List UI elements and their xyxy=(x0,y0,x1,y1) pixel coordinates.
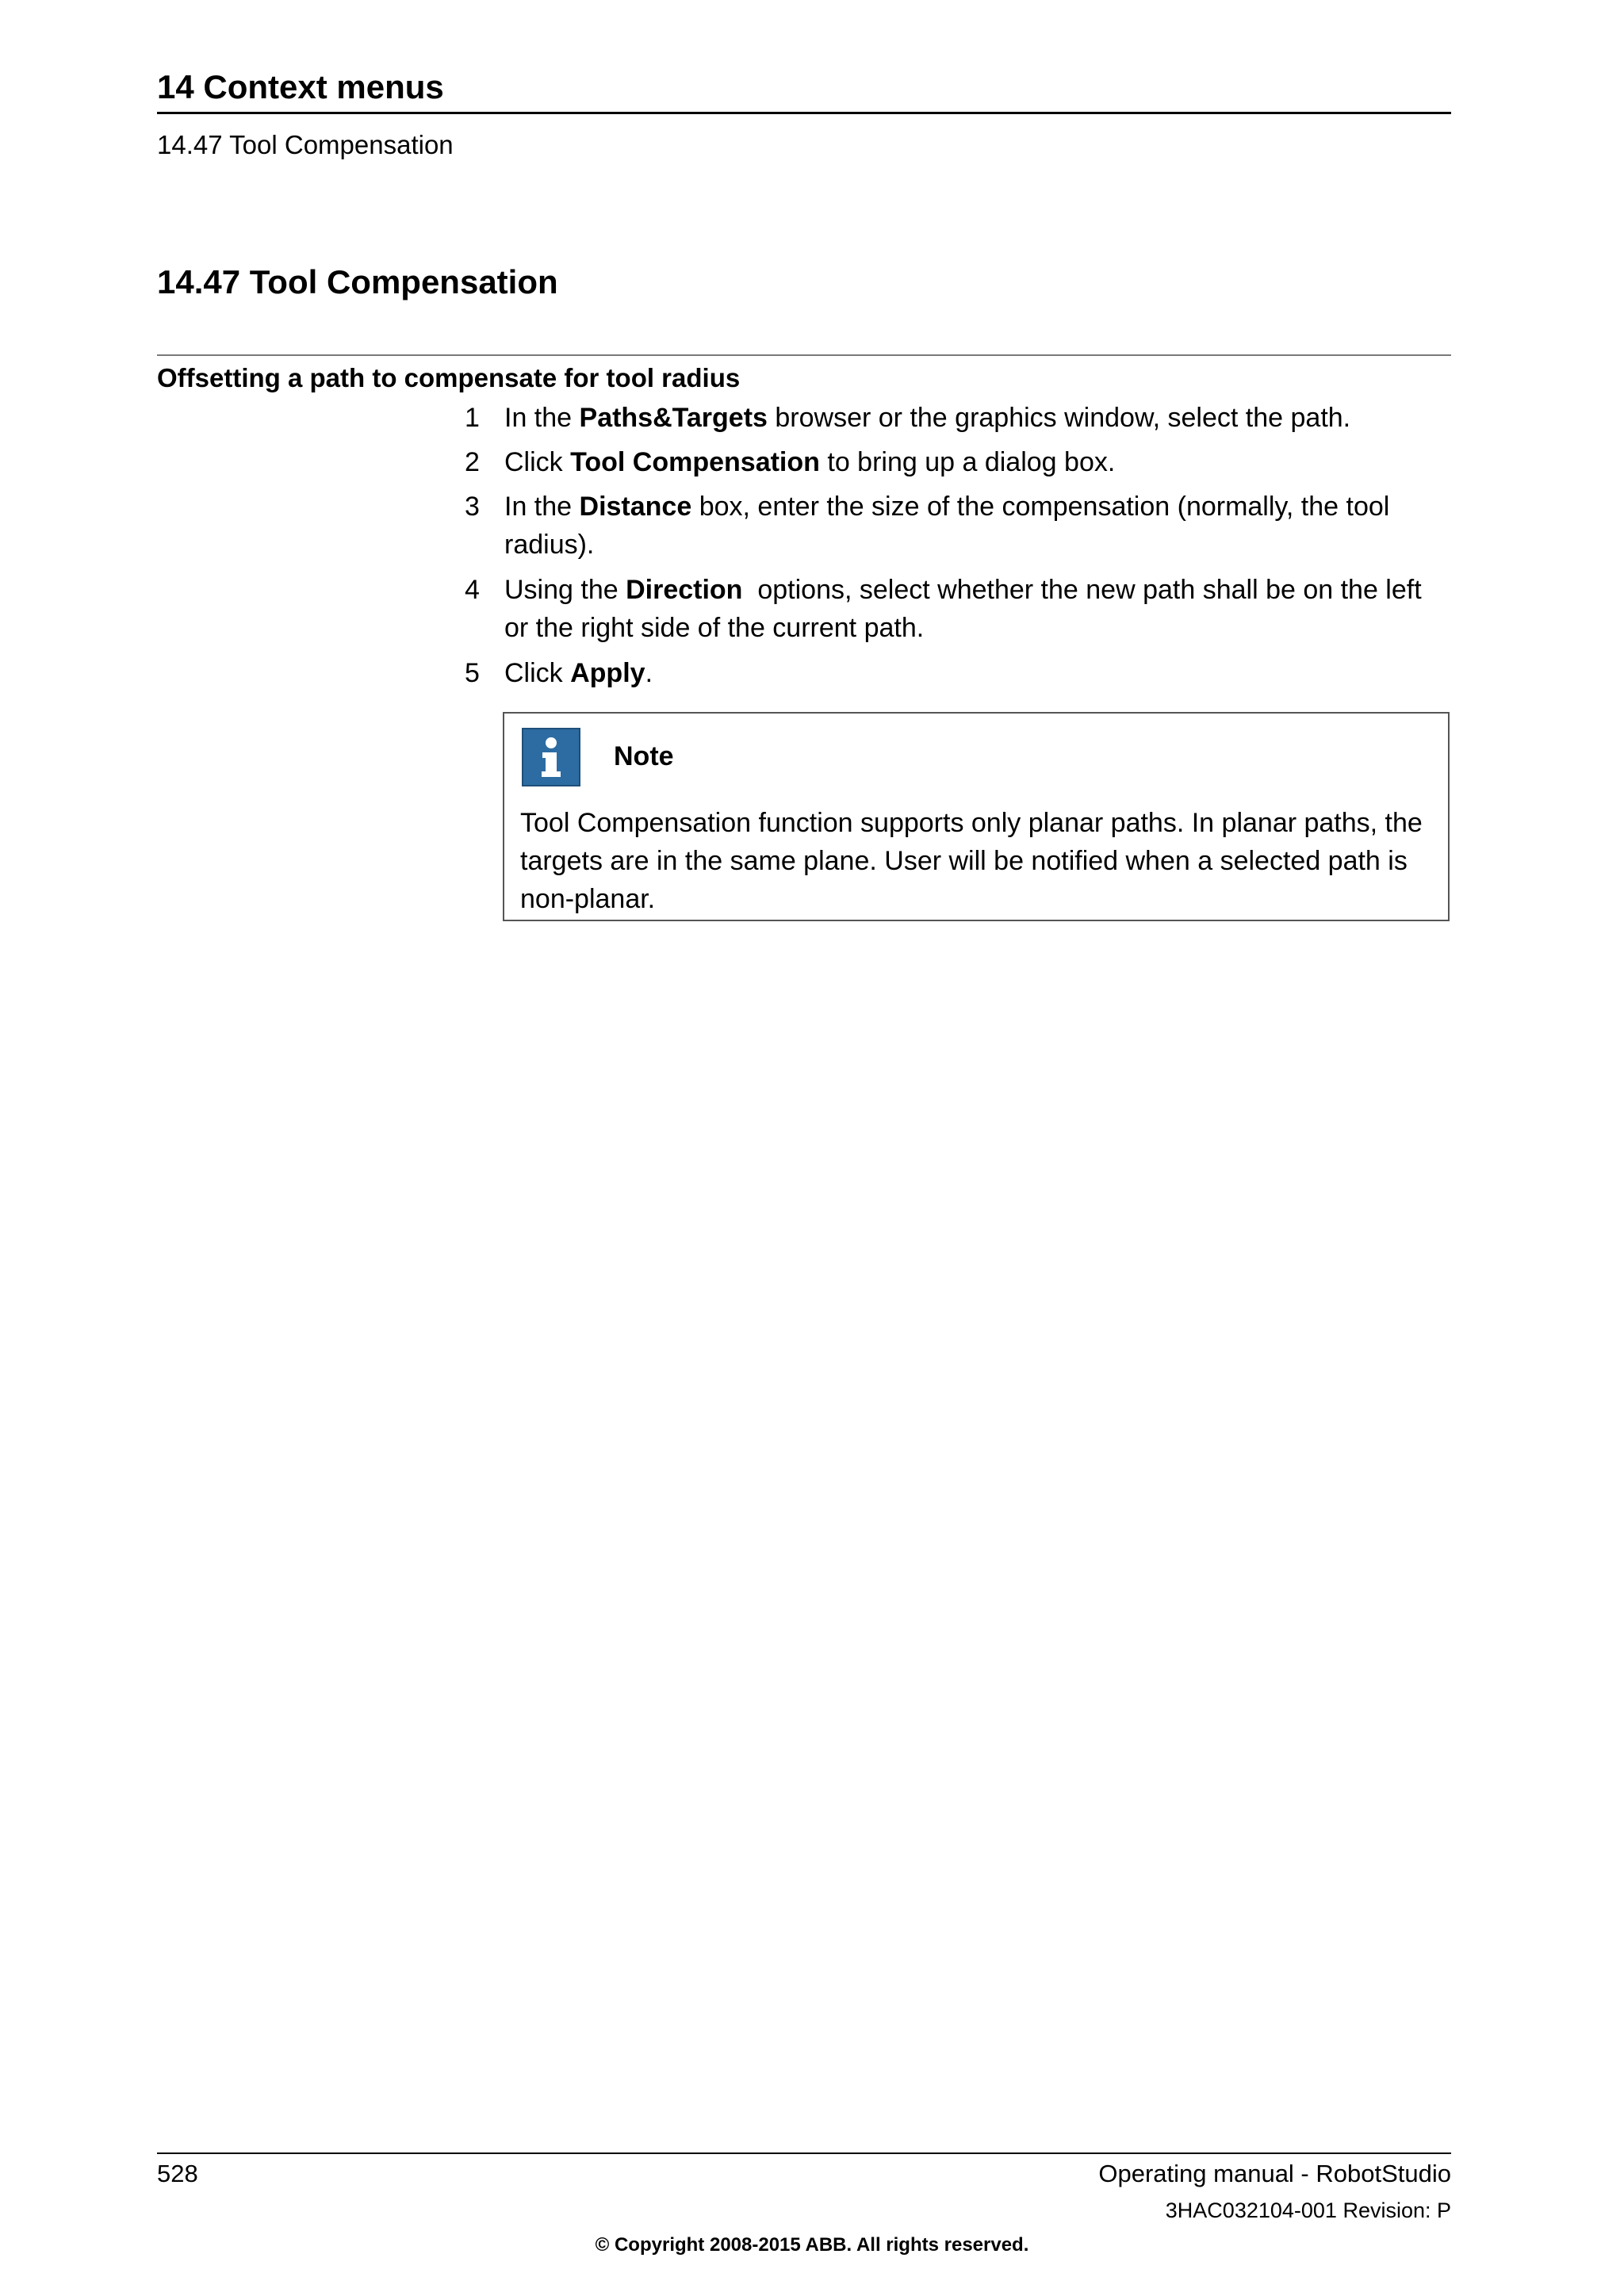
step-text: Click Apply. xyxy=(504,658,653,688)
note-text: Tool Compensation function supports only planar paths. In planar paths, the targets are in the same plane. User will be notified when a selected path is non-planar. xyxy=(520,808,1423,914)
document-id: 3HAC032104-001 Revision: P xyxy=(1165,2198,1451,2222)
step-text: In the Distance box, enter the size of the compensation (normally, the tool radius). xyxy=(504,492,1390,560)
step-number: 4 xyxy=(465,575,480,605)
manual-title: Operating manual - RobotStudio xyxy=(1098,2160,1451,2187)
step-number: 2 xyxy=(465,447,480,477)
step-number: 3 xyxy=(465,492,480,522)
note-box xyxy=(503,712,1450,921)
footer-divider xyxy=(157,2152,1451,2154)
note-title: Note xyxy=(614,741,674,771)
step-text: Click Tool Compensation to bring up a dialog box. xyxy=(504,447,1116,477)
procedure-step xyxy=(465,571,1451,647)
procedure-step xyxy=(465,443,1451,481)
step-number: 1 xyxy=(465,403,480,433)
header-section-ref: 14.47 Tool Compensation xyxy=(157,130,454,159)
section-title: 14.47 Tool Compensation xyxy=(157,263,558,300)
header-divider xyxy=(157,112,1451,114)
copyright-notice: © Copyright 2008-2015 ABB. All rights reserved. xyxy=(595,2234,1029,2256)
step-text: Using the Direction options, select whether the new path shall be on the left or the right side of the current path. xyxy=(504,575,1430,643)
step-number: 5 xyxy=(465,658,480,688)
procedure-step xyxy=(465,654,1451,692)
procedure-step xyxy=(465,488,1451,564)
chapter-title: 14 Context menus xyxy=(157,68,444,105)
section-divider xyxy=(157,354,1451,356)
procedure-step xyxy=(465,399,1451,437)
info-icon xyxy=(522,728,580,786)
procedure-subheading: Offsetting a path to compensate for tool radius xyxy=(157,363,741,392)
page-number: 528 xyxy=(157,2160,198,2187)
step-text: In the Paths&Targets browser or the graphics window, select the path. xyxy=(504,403,1351,433)
